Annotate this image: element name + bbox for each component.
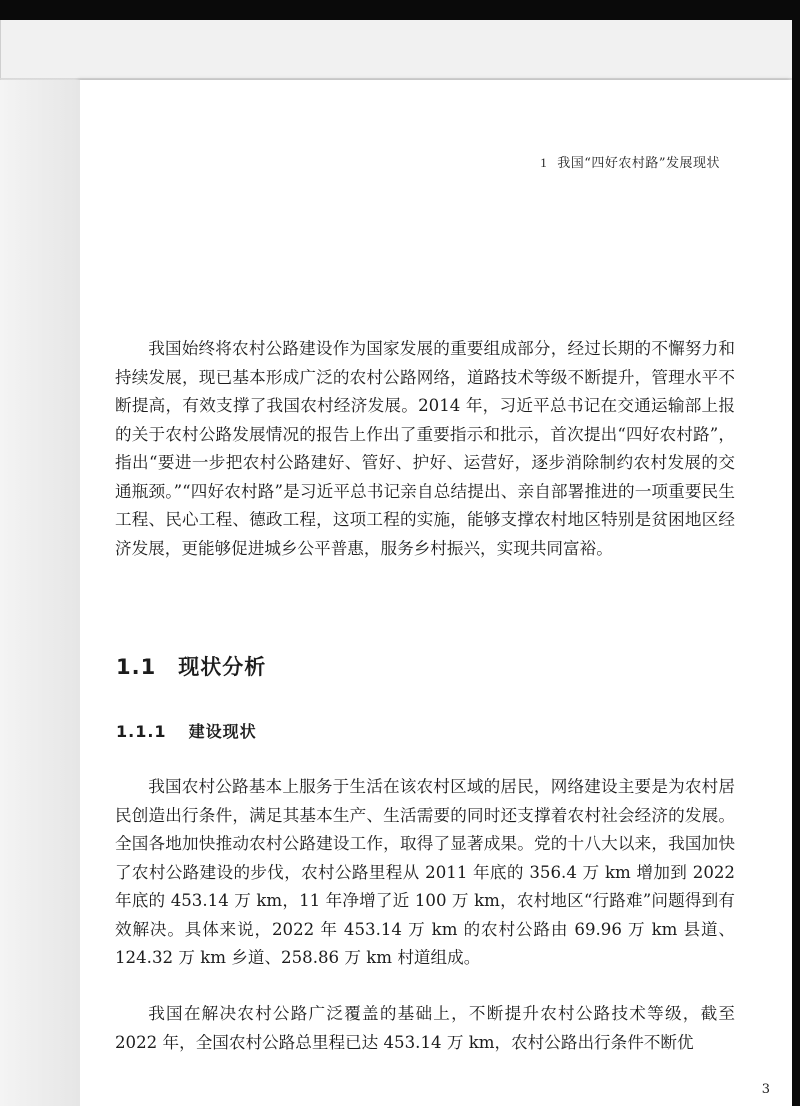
section-title: 现状分析 [178, 655, 267, 679]
section-heading [116, 651, 266, 681]
running-header [540, 152, 720, 171]
body-paragraph: 我国在解决农村公路广泛覆盖的基础上，不断提升农村公路技术等级，截至 2022 年，全国农村公路总里程已达 453.14 万 km，农村公路出行条件不断优 [115, 1004, 735, 1052]
section-number: 1.1 [116, 655, 157, 679]
scan-right-border [792, 20, 800, 1106]
book-page [80, 80, 792, 1106]
body-paragraph: 我国农村公路基本上服务于生活在该农村区域的居民，网络建设主要是为农村居民创造出行条件，满足其基本生产、生活需要的同时还支撑着农村社会经济的发展。全国各地加快推动农村公路建设工作，取得了显著成果。党的十八大以来，我国加快了农村公路建设的步伐，农村公路里程从 2011 年底的 356.4 万 km 增加到 2022 年底的 453.14 万 km，11 年净增了近 100 万 km，农村地区“行路难”问题得到有效解决。具体来说，2022 年 453.14 万 km 的农村公路由 69.96 万 km 县道、124.32 万 km 乡道、258.86 万 km 村道组成。 [115, 777, 735, 967]
chapter-number: 1 [540, 155, 548, 170]
page-number: 3 [761, 1082, 770, 1097]
subsection-heading [116, 719, 257, 742]
scan-top-border [0, 0, 800, 20]
subsection-title: 建设现状 [188, 722, 257, 741]
intro-paragraph: 我国始终将农村公路建设作为国家发展的重要组成部分，经过长期的不懈努力和持续发展，现已基本形成广泛的农村公路网络，道路技术等级不断提升，管理水平不断提高，有效支撑了我国农村经济发展。2014 年，习近平总书记在交通运输部上报的关于农村公路发展情况的报告上作出了重要指示和批示，首次提出“四好农村路”，指出“要进一步把农村公路建好、管好、护好、运营好，逐步消除制约农村发展的交通瓶颈。”“四好农村路”是习近平总书记亲自总结提出、亲自部署推进的一项重要民生工程、民心工程、德政工程，这项工程的实施，能够支撑农村地区特别是贫困地区经济发展，更能够促进城乡公平普惠，服务乡村振兴，实现共同富裕。 [115, 339, 735, 558]
chapter-title: 我国“四好农村路”发展现状 [557, 156, 720, 171]
subsection-number: 1.1.1 [116, 722, 167, 741]
